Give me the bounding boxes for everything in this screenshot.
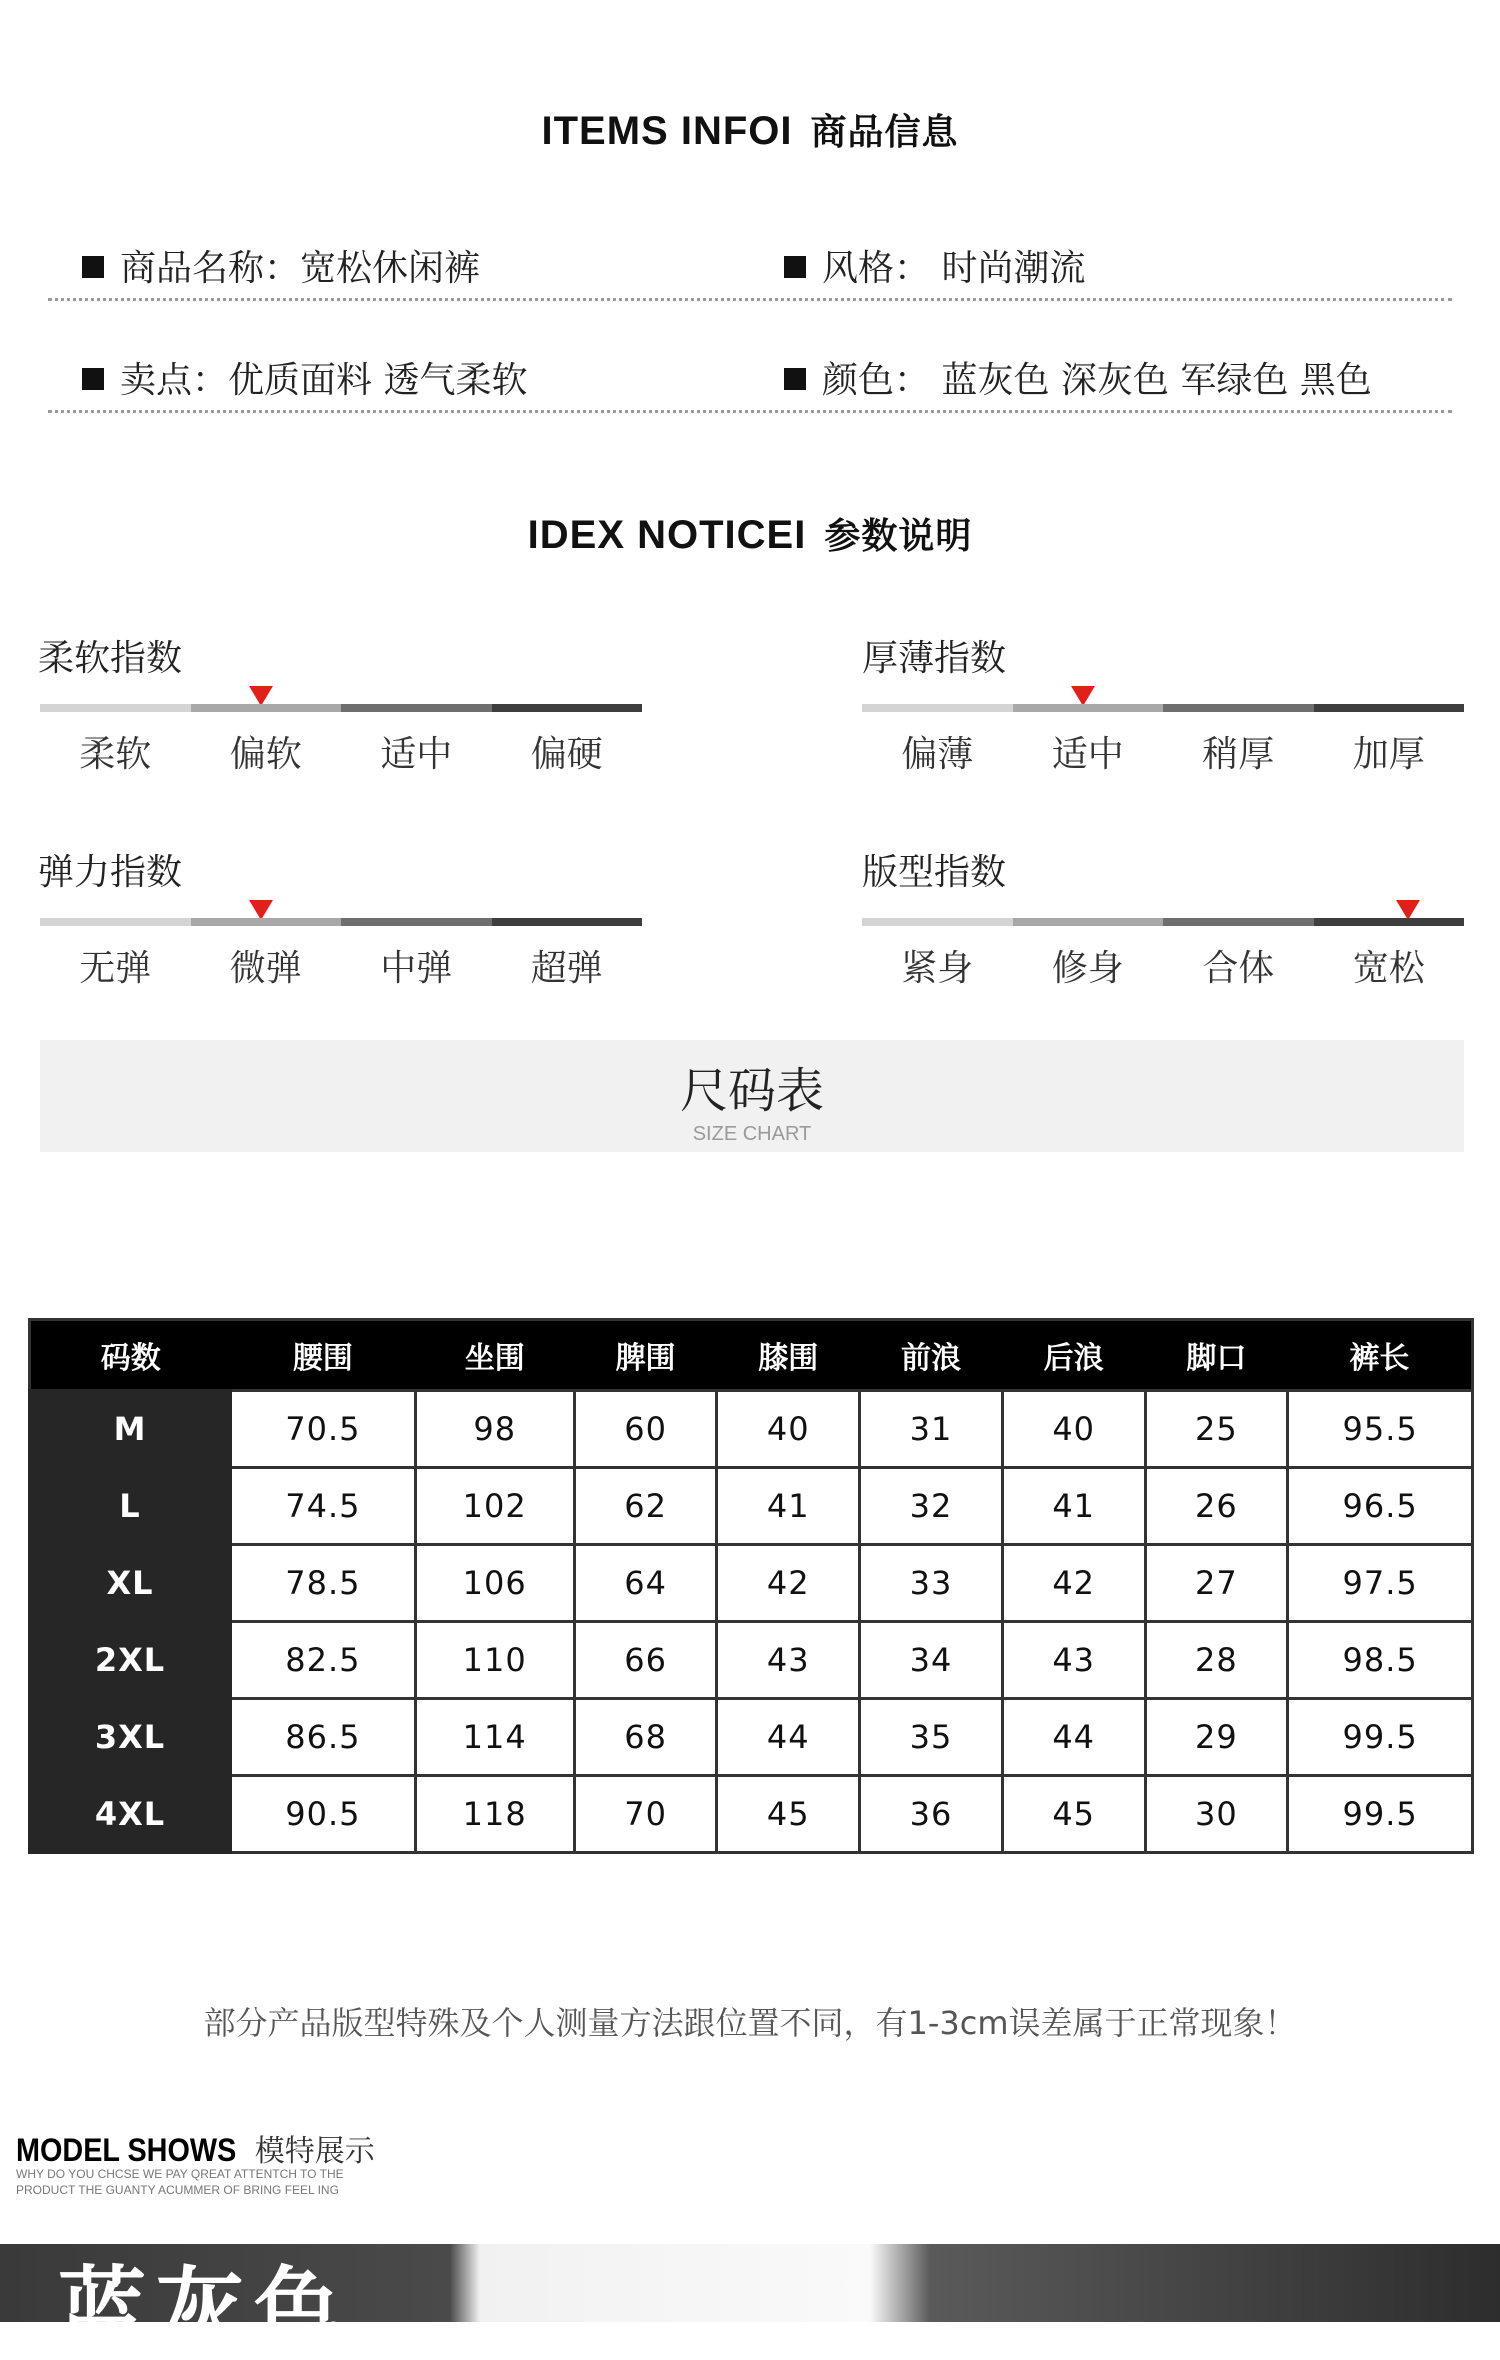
table-cell: 90.5 (231, 1776, 416, 1853)
table-cell: 96.5 (1288, 1468, 1473, 1545)
model-photo (0, 2244, 1500, 2360)
fit-scale-labels (862, 940, 1464, 991)
elasticity-scale-labels (40, 940, 642, 991)
table-cell: 33 (860, 1545, 1003, 1622)
scale-segment (492, 704, 643, 712)
items-info-title-cn: 商品信息 (810, 112, 959, 153)
table-cell: 28 (1145, 1622, 1288, 1699)
photo-color-caption: 蓝灰色 (58, 2257, 353, 2360)
model-shows-title-en: MODEL SHOWS (16, 2132, 237, 2168)
scale-label: 微弹 (229, 948, 302, 989)
scale-segment (1013, 918, 1164, 926)
info-style-text: 风格： 时尚潮流 (822, 248, 1086, 289)
table-cell: 70.5 (231, 1391, 416, 1468)
table-row (30, 1776, 1473, 1853)
scale-label: 宽松 (1352, 948, 1425, 989)
info-selling-point-text: 卖点：优质面料 透气柔软 (120, 360, 528, 401)
column-header: 脾围 (574, 1320, 717, 1391)
scale-label: 偏软 (229, 734, 302, 775)
table-cell: 60 (574, 1391, 717, 1468)
bullet-square-icon (784, 368, 806, 390)
items-info-title (0, 104, 1500, 155)
info-selling-point (82, 352, 527, 403)
index-notice-title (0, 508, 1500, 559)
info-colors-text: 颜色： 蓝灰色 深灰色 军绿色 黑色 (822, 360, 1372, 401)
scale-label: 超弹 (530, 948, 603, 989)
scale-segment (191, 918, 342, 926)
measurement-note: 部分产品版型特殊及个人测量方法跟位置不同，有1-3cm误差属于正常现象！ (203, 2004, 1297, 2042)
column-header: 码数 (30, 1320, 231, 1391)
index-notice-title-cn: 参数说明 (824, 516, 973, 557)
dotted-divider (48, 298, 1452, 301)
table-cell: 35 (860, 1699, 1003, 1776)
table-cell: 34 (860, 1622, 1003, 1699)
bullet-square-icon (82, 368, 104, 390)
softness-index-title: 柔软指数 (38, 638, 183, 679)
thickness-scale-labels (862, 726, 1464, 777)
size-cell: L (30, 1468, 231, 1545)
table-cell: 95.5 (1288, 1391, 1473, 1468)
scale-segment (492, 918, 643, 926)
table-cell: 68 (574, 1699, 717, 1776)
table-cell: 86.5 (231, 1699, 416, 1776)
scale-segment (1163, 704, 1314, 712)
scale-label: 适中 (380, 734, 453, 775)
table-cell: 32 (860, 1468, 1003, 1545)
table-cell: 70 (574, 1776, 717, 1853)
table-cell: 29 (1145, 1699, 1288, 1776)
scale-label: 适中 (1051, 734, 1124, 775)
scale-label: 中弹 (380, 948, 453, 989)
table-cell: 102 (415, 1468, 574, 1545)
table-cell: 62 (574, 1468, 717, 1545)
table-cell: 44 (1002, 1699, 1145, 1776)
table-row (30, 1391, 1473, 1468)
table-cell: 66 (574, 1622, 717, 1699)
scale-segment (341, 918, 492, 926)
scale-segment (1314, 918, 1465, 926)
table-cell: 40 (1002, 1391, 1145, 1468)
dotted-divider (48, 410, 1452, 413)
size-cell: 4XL (30, 1776, 231, 1853)
table-cell: 45 (1002, 1776, 1145, 1853)
scale-segment (1163, 918, 1314, 926)
elasticity-marker-icon (249, 900, 273, 920)
column-header: 前浪 (860, 1320, 1003, 1391)
table-cell: 99.5 (1288, 1776, 1473, 1853)
column-header: 坐围 (415, 1320, 574, 1391)
table-cell: 45 (717, 1776, 860, 1853)
table-cell: 31 (860, 1391, 1003, 1468)
size-chart-banner (40, 1040, 1464, 1152)
column-header: 腰围 (231, 1320, 416, 1391)
size-chart-subtitle: SIZE CHART (692, 1123, 812, 1145)
scale-label: 柔软 (79, 734, 152, 775)
scale-segment (1013, 704, 1164, 712)
bullet-square-icon (82, 256, 104, 278)
table-cell: 82.5 (231, 1622, 416, 1699)
table-row (30, 1545, 1473, 1622)
thickness-marker-icon (1071, 686, 1095, 706)
size-cell: 3XL (30, 1699, 231, 1776)
column-header: 膝围 (717, 1320, 860, 1391)
table-cell: 118 (415, 1776, 574, 1853)
table-cell: 78.5 (231, 1545, 416, 1622)
table-header-row (30, 1320, 1473, 1391)
table-cell: 40 (717, 1391, 860, 1468)
table-cell: 44 (717, 1699, 860, 1776)
table-cell: 64 (574, 1545, 717, 1622)
column-header: 脚口 (1145, 1320, 1288, 1391)
scale-segment (1314, 704, 1465, 712)
scale-label: 紧身 (901, 948, 974, 989)
scale-label: 稍厚 (1202, 734, 1275, 775)
scale-label: 偏硬 (530, 734, 603, 775)
table-cell: 99.5 (1288, 1699, 1473, 1776)
model-shows-subtext-1: WHY DO YOU CHCSE WE PAY QREAT ATTENTCH TO THE (16, 2167, 344, 2181)
info-colors (784, 352, 1372, 403)
info-style (784, 240, 1085, 291)
size-table (28, 1318, 1474, 1854)
info-product-name-text: 商品名称：宽松休闲裤 (120, 248, 481, 289)
table-cell: 42 (1002, 1545, 1145, 1622)
fit-scale-bar (862, 918, 1464, 926)
scale-segment (862, 918, 1013, 926)
table-cell: 41 (1002, 1468, 1145, 1545)
scale-label: 加厚 (1352, 734, 1425, 775)
column-header: 裤长 (1288, 1320, 1473, 1391)
softness-marker-icon (249, 686, 273, 706)
table-cell: 43 (1002, 1622, 1145, 1699)
table-row (30, 1468, 1473, 1545)
scale-label: 偏薄 (901, 734, 974, 775)
scale-segment (191, 704, 342, 712)
column-header: 后浪 (1002, 1320, 1145, 1391)
table-row (30, 1622, 1473, 1699)
scale-segment (862, 704, 1013, 712)
bullet-square-icon (784, 256, 806, 278)
softness-scale-labels (40, 726, 642, 777)
elasticity-index-title: 弹力指数 (38, 852, 183, 893)
table-cell: 30 (1145, 1776, 1288, 1853)
fit-marker-icon (1396, 900, 1420, 920)
info-product-name (82, 240, 480, 291)
table-cell: 97.5 (1288, 1545, 1473, 1622)
scale-label: 合体 (1202, 948, 1275, 989)
table-cell: 43 (717, 1622, 860, 1699)
table-cell: 42 (717, 1545, 860, 1622)
size-cell: 2XL (30, 1622, 231, 1699)
scale-segment (40, 918, 191, 926)
table-cell: 98.5 (1288, 1622, 1473, 1699)
table-cell: 41 (717, 1468, 860, 1545)
size-cell: M (30, 1391, 231, 1468)
table-cell: 98 (415, 1391, 574, 1468)
table-cell: 74.5 (231, 1468, 416, 1545)
scale-label: 无弹 (79, 948, 152, 989)
table-cell: 110 (415, 1622, 574, 1699)
table-cell: 106 (415, 1545, 574, 1622)
table-row (30, 1699, 1473, 1776)
index-notice-title-en: IDEX NOTICEI (527, 513, 807, 557)
elasticity-scale-bar (40, 918, 642, 926)
table-cell: 114 (415, 1699, 574, 1776)
items-info-title-en: ITEMS INFOI (541, 109, 793, 153)
model-shows-title (16, 2126, 375, 2170)
table-cell: 36 (860, 1776, 1003, 1853)
model-shows-subtext-2: PRODUCT THE GUANTY ACUMMER OF BRING FEEL ING (16, 2183, 339, 2197)
scale-label: 修身 (1051, 948, 1124, 989)
fit-index-title: 版型指数 (862, 852, 1007, 893)
thickness-scale-bar (862, 704, 1464, 712)
model-shows-title-cn: 模特展示 (254, 2134, 375, 2169)
size-cell: XL (30, 1545, 231, 1622)
thickness-index-title: 厚薄指数 (862, 638, 1007, 679)
table-cell: 27 (1145, 1545, 1288, 1622)
table-cell: 26 (1145, 1468, 1288, 1545)
table-cell: 25 (1145, 1391, 1288, 1468)
scale-segment (40, 704, 191, 712)
softness-scale-bar (40, 704, 642, 712)
scale-segment (341, 704, 492, 712)
size-chart-title: 尺码表 (679, 1063, 824, 1119)
